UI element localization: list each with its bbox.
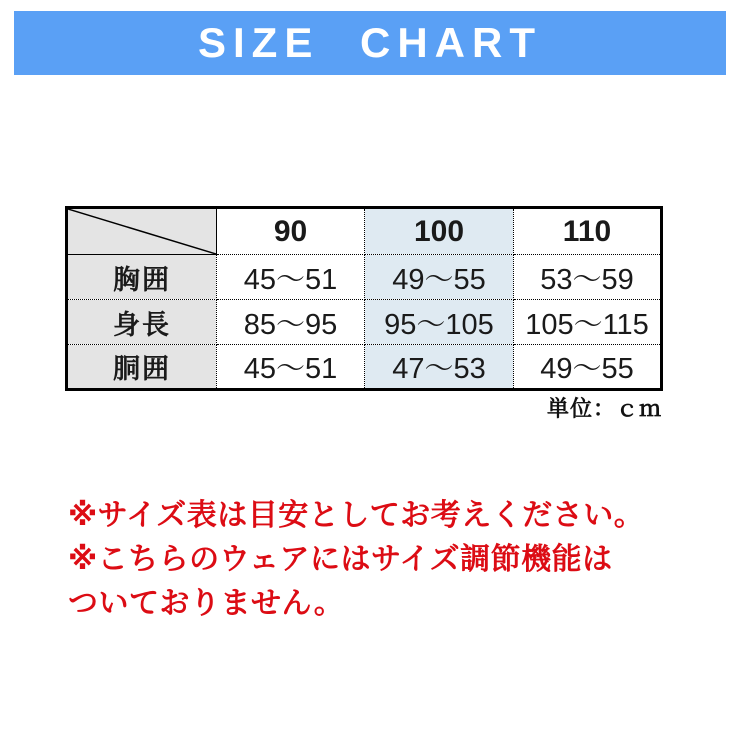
page-title: SIZE CHART	[198, 19, 542, 66]
size-cell-chest-90: 45〜51	[217, 255, 365, 300]
row-label-chest: 胸囲	[67, 255, 217, 300]
row-label-waist: 胴囲	[67, 345, 217, 390]
size-table-corner-cell	[67, 208, 217, 255]
row-label-height: 身長	[67, 300, 217, 345]
size-cell-waist-90: 45〜51	[217, 345, 365, 390]
size-cell-waist-110: 49〜55	[514, 345, 662, 390]
notice-block	[68, 494, 644, 626]
unit-note: 単位：ｃｍ	[546, 396, 662, 421]
size-column-header-90: 90	[217, 208, 365, 255]
diagonal-line-icon	[68, 209, 216, 254]
size-cell-waist-100: 47〜53	[365, 345, 514, 390]
notice-line-1: ※サイズ表は目安としてお考えください。	[68, 499, 645, 532]
size-cell-chest-100: 49〜55	[365, 255, 514, 300]
notice-line-3: ついておりません。	[68, 587, 345, 620]
table-row-height	[67, 300, 662, 345]
size-cell-height-110: 105〜115	[514, 300, 662, 345]
size-cell-height-90: 85〜95	[217, 300, 365, 345]
title-bar	[14, 11, 726, 75]
size-column-header-110: 110	[514, 208, 662, 255]
table-row-chest	[67, 255, 662, 300]
table-row-waist	[67, 345, 662, 390]
size-table	[65, 206, 663, 391]
size-column-header-100: 100	[365, 208, 514, 255]
size-cell-height-100: 95〜105	[365, 300, 514, 345]
notice-line-2: ※こちらのウェアにはサイズ調節機能は	[68, 543, 613, 576]
size-cell-chest-110: 53〜59	[514, 255, 662, 300]
